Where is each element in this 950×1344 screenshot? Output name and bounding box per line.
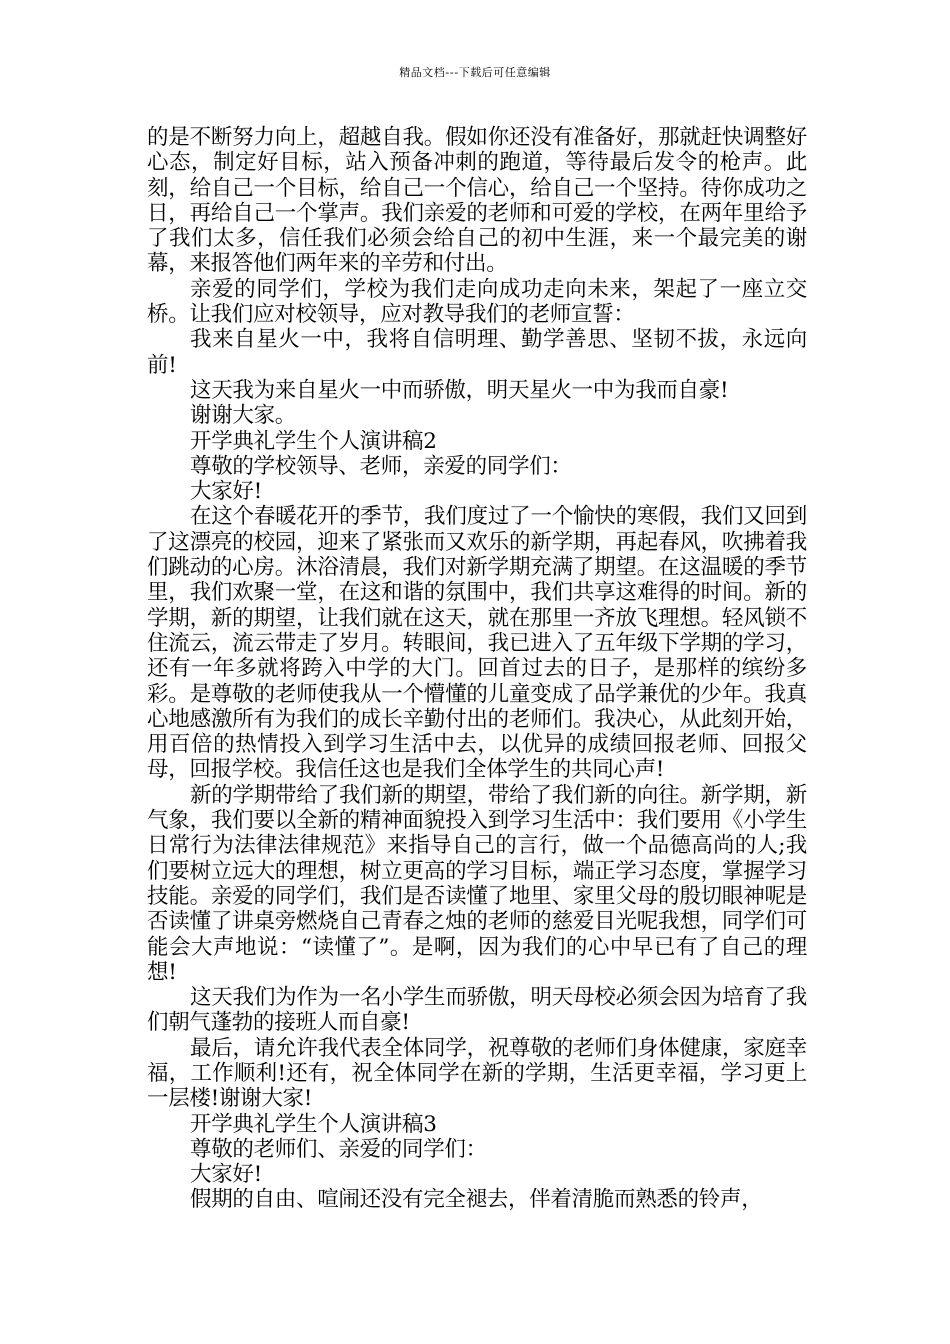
greeting: 大家好! — [190, 479, 262, 505]
section-title: 开学典礼学生个人演讲稿2 — [190, 428, 437, 454]
document-body — [147, 125, 807, 1213]
paragraph: 最后，请允许我代表全体同学，祝尊敬的老师们身体健康，家庭幸福，工作顺利!还有，祝全体同学在新的学期，生活更幸福，学习更上一层楼!谢谢大家! — [147, 1035, 807, 1112]
paragraph: 的是不断努力向上，超越自我。假如你还没有准备好，那就赶快调整好心态，制定好目标，站入预备冲刺的跑道，等待最后发令的枪声。此刻，给自己一个目标，给自己一个信心，给自己一个坚持。待你成功之日，再给自己一个掌声。我们亲爱的老师和可爱的学校，在两年里给予了我们太多，信任我们必须会给自己的初中生涯，来一个最完美的谢幕，来报答他们两年来的辛劳和付出。 — [147, 125, 807, 277]
paragraph: 亲爱的同学们，学校为我们走向成功走向未来，架起了一座立交桥。让我们应对校领导，应对教导我们的老师宣誓： — [147, 276, 807, 328]
salutation: 尊敬的老师们、亲爱的同学们： — [190, 1136, 487, 1162]
paragraph: 这天我们为作为一名小学生而骄傲，明天母校必须会因为培育了我们朝气蓬勃的接班人而自豪! — [147, 985, 807, 1036]
paragraph: 谢谢大家。 — [190, 403, 297, 429]
paragraph: 我来自星火一中，我将自信明理、勤学善思、坚韧不拔，永远向前! — [147, 327, 807, 378]
paragraph: 在这个春暖花开的季节，我们度过了一个愉快的寒假，我们又回到了这漂亮的校园，迎来了紧张而又欢乐的新学期，再起春风，吹拂着我们跳动的心房。沐浴清晨，我们对新学期充满了期望。在这温暖的季节里，我们欢聚一堂，在这和谐的氛围中，我们共享这难得的时间。新的学期，新的期望，让我们就在这天，就在那里一齐放飞理想。轻风锁不住流云，流云带走了岁月。转眼间，我已进入了五年级下学期的学习，还有一年多就将跨入中学的大门。回首过去的日子，是那样的缤纷多彩。是尊敬的老师使我从一个懵懂的儿童变成了品学兼优的少年。我真心地感激所有为我们的成长辛勤付出的老师们。我决心，从此刻开始，用百倍的热情投入到学习生活中去，以优异的成绩回报老师、回报父母，回报学校。我信任这也是我们全体学生的共同心声! — [147, 504, 807, 783]
section-title: 开学典礼学生个人演讲稿3 — [190, 1111, 437, 1137]
paragraph: 新的学期带给了我们新的期望，带给了我们新的向往。新学期，新气象，我们要以全新的精神面貌投入到学习生活中：我们要用《小学生日常行为法律法律规范》来指导自己的言行，做一个品德高尚的人;我们要树立远大的理想，树立更高的学习目标，端正学习态度，掌握学习技能。亲爱的同学们，我们是否读懂了地里、家里父母的殷切眼神呢是否读懂了讲桌旁燃烧自己青春之烛的老师的慈爱目光呢我想，同学们可能会大声地说：“读懂了”。是啊，因为我们的心中早已有了自己的理想! — [147, 782, 807, 985]
salutation: 尊敬的学校领导、老师，亲爱的同学们： — [190, 453, 572, 479]
paragraph: 这天我为来自星火一中而骄傲，明天星火一中为我而自豪! — [190, 377, 729, 403]
paragraph: 假期的自由、喧闹还没有完全褪去，伴着清脆而熟悉的铃声， — [190, 1187, 763, 1213]
greeting: 大家好! — [190, 1162, 262, 1188]
page-header: 精品文档---下载后可任意编辑 — [399, 66, 551, 79]
